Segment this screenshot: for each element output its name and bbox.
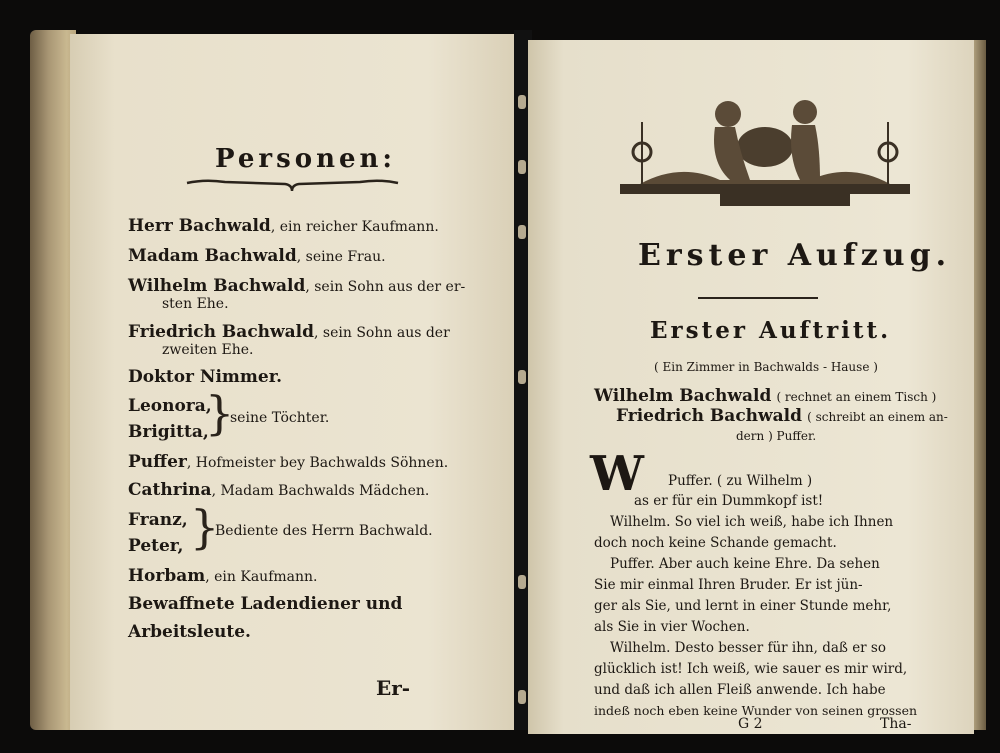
cast-line-3b: sten Ehe. [162,296,229,312]
servant-1: Franz, [128,510,188,530]
servants-role: Bediente des Herrn Bachwald. [215,523,433,539]
book-edge-right [972,40,986,730]
text-line-2: as er für ein Dummkopf ist! [634,493,824,509]
left-page [70,34,518,730]
cast-line-1: Herr Bachwald, ein reicher Kaufmann. [128,216,439,236]
cast-line-10: Arbeitsleute. [128,622,251,642]
daughter-1: Leonora, [128,396,212,416]
text-line-1: Puffer. ( zu Wilhelm ) [668,473,813,489]
act-heading: Erster Aufzug. [638,238,952,273]
scene-heading: Erster Auftritt. [650,317,892,344]
brace-daughters: } [205,386,235,440]
daughter-2: Brigitta, [128,422,209,442]
stage-setting: ( Ein Zimmer in Bachwalds - Hause ) [654,360,878,374]
person-line-3: dern ) Puffer. [736,429,817,443]
text-line-11: und daß ich allen Fleiß anwende. Ich habe [594,682,886,698]
daughters-role: seine Töchter. [230,410,330,426]
text-line-6: Sie mir einmal Ihren Bruder. Er ist jün- [594,577,863,593]
servant-2: Peter, [128,536,184,556]
text-line-9: Wilhelm. Desto besser für ihn, daß er so [610,640,886,656]
text-line-10: glücklich ist! Ich weiß, wie sauer es mir wird, [594,661,908,677]
right-page [528,40,974,734]
text-line-4: doch noch keine Schande gemacht. [594,535,837,551]
person-line-1: Wilhelm Bachwald ( rechnet an einem Tisch ) [594,386,937,406]
catchword-left: Er- [376,676,411,700]
vignette-ornament [620,92,910,212]
cast-line-2: Madam Bachwald, seine Frau. [128,246,386,266]
text-line-7: ger als Sie, und lernt in einer Stunde mehr, [594,598,892,614]
cast-line-6: Puffer, Hofmeister bey Bachwalds Söhnen. [128,452,449,472]
drop-cap: W [590,446,644,502]
cast-line-4b: zweiten Ehe. [162,342,254,358]
signature-mark: G 2 [738,716,763,732]
text-line-3: Wilhelm. So viel ich weiß, habe ich Ihnen [610,514,894,530]
cast-line-9: Bewaffnete Ladendiener und [128,594,403,614]
brace-servants: } [190,500,220,554]
cast-title: Personen: [215,144,397,174]
person-line-2: Friedrich Bachwald ( schreibt an einem an- [616,406,948,426]
text-line-8: als Sie in vier Wochen. [594,619,750,635]
cast-line-4: Friedrich Bachwald, sein Sohn aus der [128,322,450,342]
cast-line-7: Cathrina, Madam Bachwalds Mädchen. [128,480,430,500]
catchword-right: Tha- [880,716,912,732]
act-rule [698,297,818,299]
text-line-12: indeß noch eben keine Wunder von seinen grossen [594,703,918,718]
cast-line-5: Doktor Nimmer. [128,367,283,387]
cast-line-8: Horbam, ein Kaufmann. [128,566,318,586]
ornament-rule [185,176,400,194]
text-line-5: Puffer. Aber auch keine Ehre. Da sehen [610,556,880,572]
cast-line-3: Wilhelm Bachwald, sein Sohn aus der er- [128,276,466,296]
